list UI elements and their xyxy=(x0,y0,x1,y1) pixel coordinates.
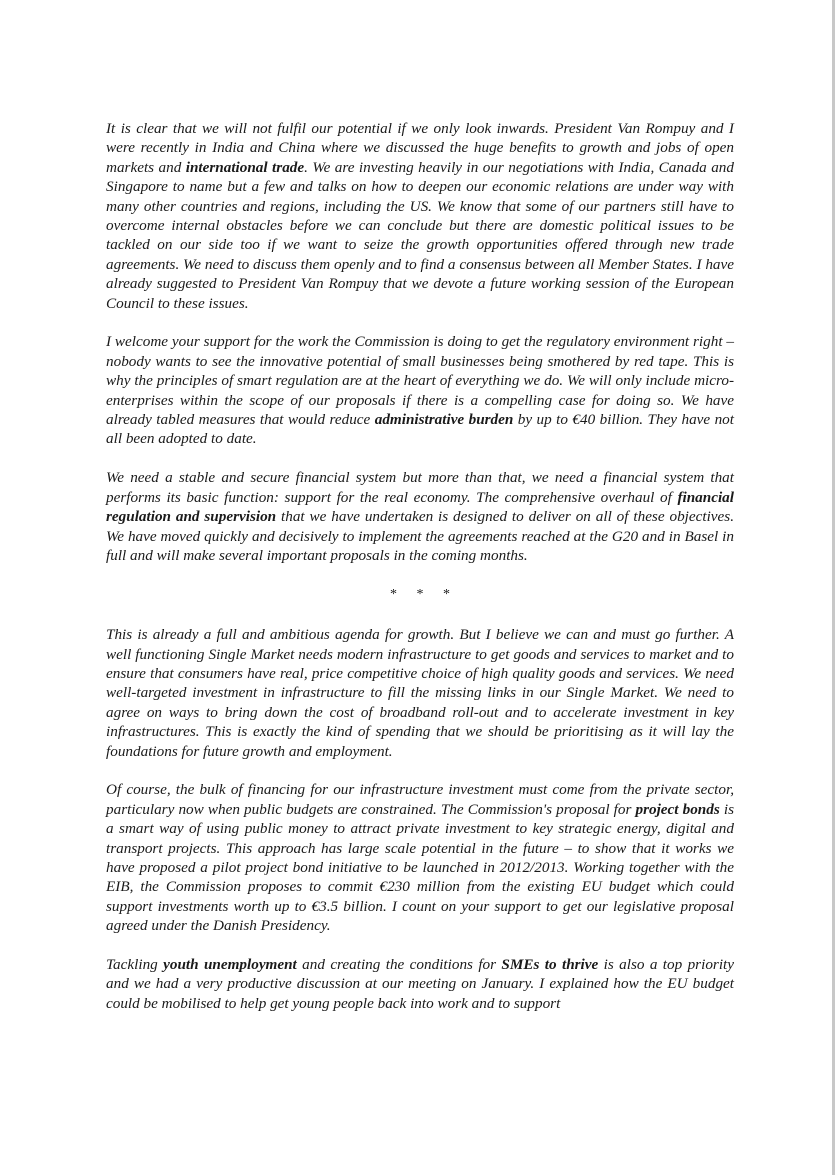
paragraph-project-bonds: Of course, the bulk of financing for our infrastructure investment must come from the private sector, particulary now when public budgets are constrained. The Commission's proposal for project bonds is a smart way of using public money to attract private investment to key strategic energy, digital and transport projects. This approach has large scale potential in the future – to show that it works we have proposed a pilot project bond initiative to be launched in 2012/2013. Working together with the EIB, the Commission proposes to commit €230 million from the existing EU budget which could support investments worth up to €3.5 billion. I count on your support to get our legislative proposal agreed under the Danish Presidency. xyxy=(106,781,734,935)
emphasis-project-bonds: project bonds xyxy=(635,800,720,818)
emphasis-youth-unemployment: youth unemployment xyxy=(163,955,297,973)
section-separator: * * * xyxy=(390,586,458,602)
emphasis-smes-to-thrive: SMEs to thrive xyxy=(501,955,599,973)
paragraph-trade: It is clear that we will not fulfil our potential if we only look inwards. President Van Rompuy and I were recently in India and China where we discussed the huge benefits to growth and jobs of open markets and international trade. We are investing heavily in our negotiations with India, Canada and Singapore to name but a few and talks on how to deepen our economic relations are under way with many other countries and regions, including the US. We know that some of our partners still have to overcome internal obstacles before we can conclude but there are domestic political issues to be tackled on our side too if we want to seize the growth opportunities offered through new trade agreements. We need to discuss them openly and to find a consensus between all Member States. I have already suggested to President Van Rompuy that we devote a future working session of the European Council to these issues. xyxy=(106,120,734,312)
emphasis-administrative-burden: administrative burden xyxy=(374,411,514,429)
emphasis-financial-regulation: financial regulation and supervision xyxy=(106,488,734,526)
paragraph-infrastructure: This is already a full and ambitious agenda for growth. But I believe we can and must go further. A well functioning Single Market needs modern infrastructure to get goods and services to market and to ensure that consumers have real, price competitive choice of high quality goods and services. We need well-targeted investment in infrastructure to fill the missing links in our Single Market. We need to agree on ways to bring down the cost of broadband roll-out and to accelerate investment in key infrastructures. This is exactly the kind of spending that we should be prioritising as it will lay the foundations for future growth and employment. xyxy=(106,626,734,760)
document-body xyxy=(106,119,734,1033)
emphasis-international-trade: international trade xyxy=(185,158,305,176)
paragraph-regulation: I welcome your support for the work the Commission is doing to get the regulatory environment right – nobody wants to see the innovative potential of small businesses being smothered by red tape. This is why the principles of smart regulation are at the heart of everything we do. We will only include micro-enterprises within the scope of our proposals if there is a compelling case for doing so. We have already tabled measures that would reduce administrative burden by up to €40 billion. They have not all been adopted to date. xyxy=(106,333,734,448)
paragraph-financial: We need a stable and secure financial system but more than that, we need a financial system that performs its basic function: support for the real economy. The comprehensive overhaul of financial regulation and supervision that we have undertaken is designed to deliver on all of these objectives. We have moved quickly and decisively to implement the agreements reached at the G20 and in Basel in full and will make several important proposals in the coming months. xyxy=(106,469,734,564)
paragraph-youth: Tackling youth unemployment and creating the conditions for SMEs to thrive is also a top priority and we had a very productive discussion at our meeting on January. I explained how the EU budget could be mobilised to help get young people back into work and to support xyxy=(106,955,734,1012)
